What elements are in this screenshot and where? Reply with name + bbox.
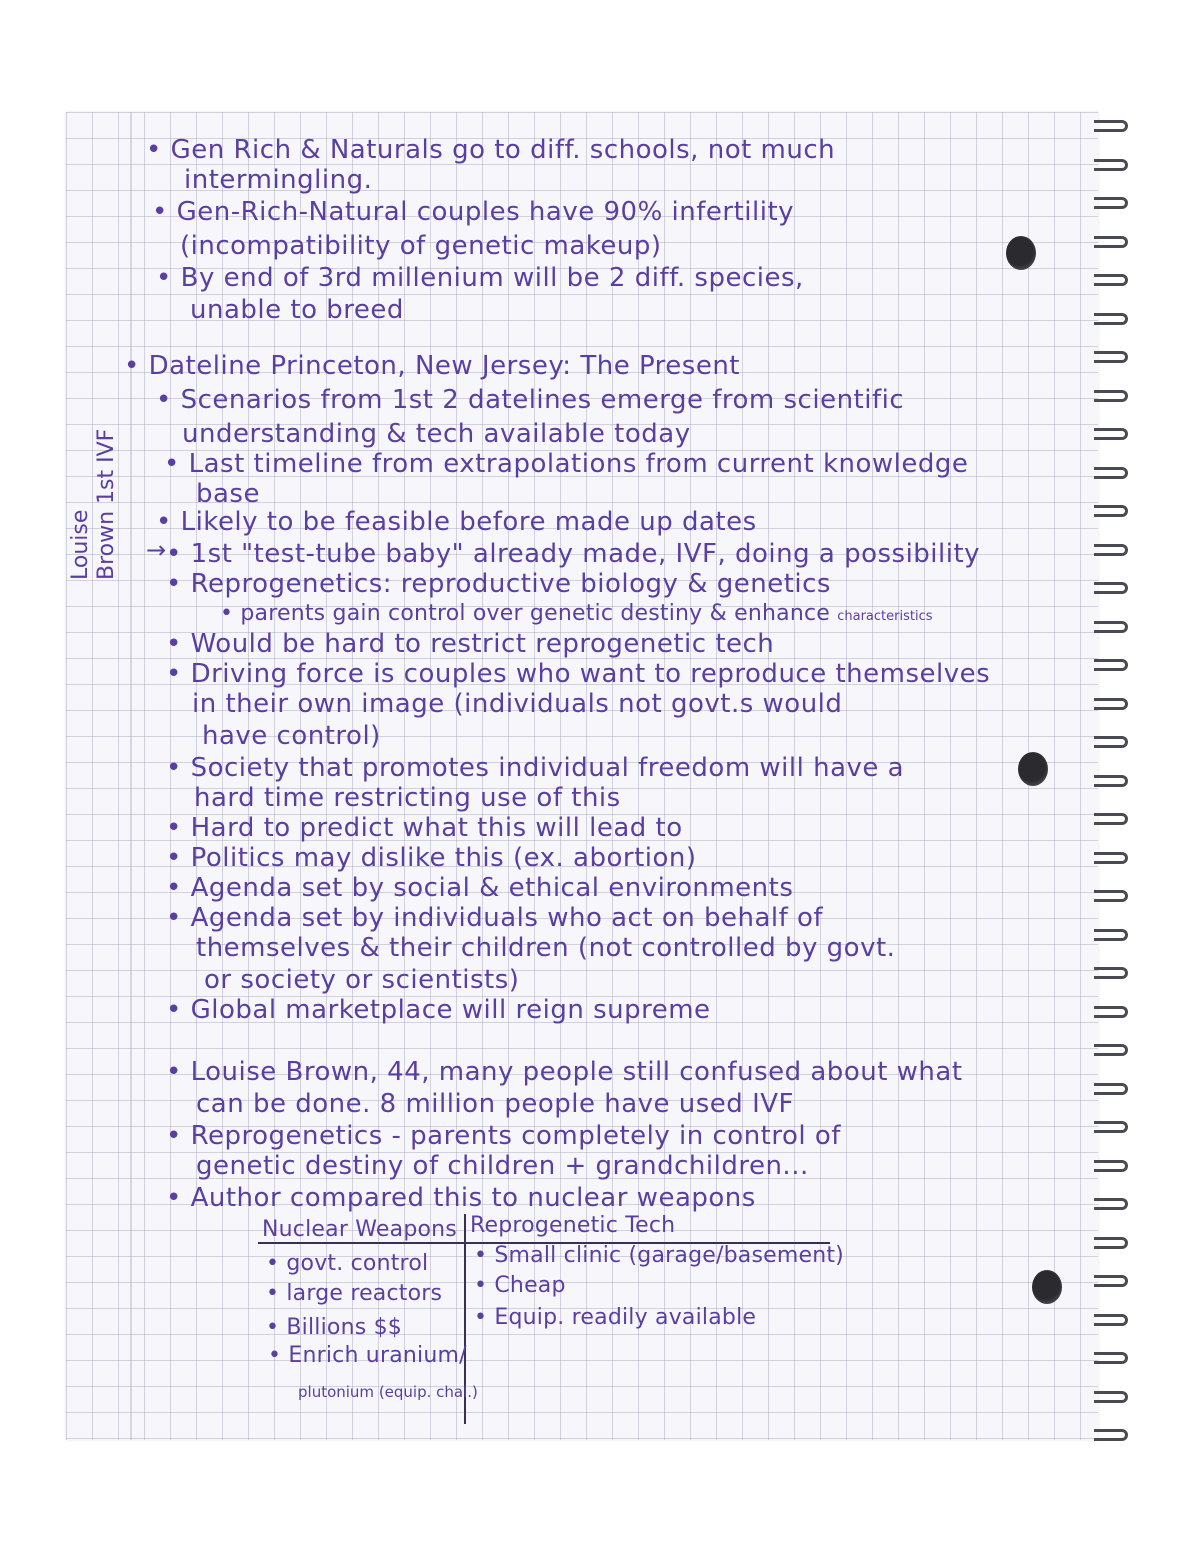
note-line: have control): [202, 721, 381, 751]
spiral-coil: [1094, 544, 1128, 556]
spiral-binding: [1094, 112, 1140, 1442]
spiral-coil: [1094, 1237, 1128, 1249]
spiral-coil: [1094, 1429, 1128, 1441]
note-line: • Politics may dislike this (ex. abortion): [166, 843, 697, 873]
spiral-coil: [1094, 1121, 1128, 1133]
note-line: base: [196, 479, 260, 509]
note-subline-text: • parents gain control over genetic destiny & enhance: [220, 601, 831, 626]
note-line: or society or scientists): [204, 965, 520, 995]
spiral-coil: [1094, 197, 1128, 209]
note-line: • Global marketplace will reign supreme: [166, 995, 711, 1025]
spiral-coil: [1094, 1044, 1128, 1056]
spiral-coil: [1094, 1352, 1128, 1364]
note-line: • Driving force is couples who want to reproduce themselves: [166, 659, 991, 689]
spiral-coil: [1094, 775, 1128, 787]
note-line: • Agenda set by social & ethical environments: [166, 873, 794, 903]
spiral-coil: [1094, 659, 1128, 671]
note-line: • By end of 3rd millenium will be 2 diff. species,: [156, 263, 804, 293]
spiral-coil: [1094, 120, 1128, 132]
spiral-coil: [1094, 428, 1128, 440]
note-line: • Agenda set by individuals who act on behalf of: [166, 903, 824, 933]
note-line: • Reprogenetics: reproductive biology & genetics: [166, 569, 831, 599]
table-cell: • Cheap: [474, 1273, 566, 1298]
spiral-coil: [1094, 390, 1128, 402]
spiral-coil: [1094, 159, 1128, 171]
spiral-coil: [1094, 1391, 1128, 1403]
note-line: • Scenarios from 1st 2 datelines emerge from scientific: [156, 385, 905, 415]
note-subline-tail: characteristics: [837, 609, 933, 624]
spiral-coil: [1094, 1083, 1128, 1095]
spiral-coil: [1094, 1006, 1128, 1018]
margin-note-line: Louise: [68, 509, 93, 580]
table-cell: • govt. control: [266, 1251, 429, 1276]
spiral-coil: [1094, 890, 1128, 902]
note-line: can be done. 8 million people have used IVF: [196, 1089, 794, 1119]
note-line: • Would be hard to restrict reprogenetic tech: [166, 629, 775, 659]
spiral-coil: [1094, 929, 1128, 941]
margin-note-line: Brown 1st IVF: [94, 428, 119, 580]
note-line: • Reprogenetics - parents completely in control of: [166, 1121, 841, 1151]
table-cell: • Small clinic (garage/basement): [474, 1243, 844, 1268]
note-line: intermingling.: [184, 165, 373, 195]
spiral-coil: [1094, 467, 1128, 479]
margin-note: [68, 429, 120, 580]
note-line: • Gen Rich & Naturals go to diff. schools, not much: [146, 135, 836, 165]
note-line: hard time restricting use of this: [194, 783, 621, 813]
note-line: themselves & their children (not controlled by govt.: [196, 933, 896, 963]
note-line: • Gen-Rich-Natural couples have 90% infertility: [152, 197, 795, 227]
note-heading: • Dateline Princeton, New Jersey: The Present: [124, 351, 741, 381]
note-line: understanding & tech available today: [182, 419, 691, 449]
note-subline: [220, 600, 933, 631]
table-cell: • Enrich uranium/: [268, 1343, 467, 1368]
arrow-icon: →: [146, 536, 167, 564]
spiral-coil: [1094, 1160, 1128, 1172]
note-line: • Likely to be feasible before made up dates: [156, 507, 757, 537]
spiral-coil: [1094, 813, 1128, 825]
punch-hole: [1032, 1270, 1062, 1304]
spiral-coil: [1094, 852, 1128, 864]
note-line: unable to breed: [190, 295, 404, 325]
spiral-coil: [1094, 621, 1128, 633]
table-cell: • Equip. readily available: [474, 1305, 757, 1330]
table-header-left: Nuclear Weapons: [262, 1217, 457, 1242]
note-line: • 1st "test-tube baby" already made, IVF, doing a possibility: [166, 539, 981, 569]
note-line: • Last timeline from extrapolations from current knowledge: [164, 449, 969, 479]
spiral-coil: [1094, 736, 1128, 748]
note-line: • Hard to predict what this will lead to: [166, 813, 683, 843]
note-line: • Author compared this to nuclear weapons: [166, 1183, 756, 1213]
note-line: (incompatibility of genetic makeup): [180, 231, 662, 261]
table-cell: plutonium (equip. chal.): [298, 1383, 478, 1401]
spiral-coil: [1094, 236, 1128, 248]
punch-hole: [1018, 752, 1048, 786]
punch-hole: [1006, 236, 1036, 270]
spiral-coil: [1094, 1198, 1128, 1210]
spiral-coil: [1094, 274, 1128, 286]
table-header-right: Reprogenetic Tech: [470, 1213, 676, 1238]
margin-line: [130, 112, 132, 1440]
spiral-coil: [1094, 505, 1128, 517]
spiral-coil: [1094, 698, 1128, 710]
note-line: in their own image (individuals not govt.s would: [192, 689, 843, 719]
note-line: genetic destiny of children + grandchildren...: [196, 1151, 809, 1181]
spiral-coil: [1094, 1314, 1128, 1326]
table-cell: • large reactors: [266, 1281, 443, 1306]
spiral-coil: [1094, 351, 1128, 363]
note-line: • Louise Brown, 44, many people still confused about what: [166, 1057, 963, 1087]
note-line: • Society that promotes individual freedom will have a: [166, 753, 905, 783]
table-cell: • Billions $$: [266, 1315, 402, 1340]
spiral-coil: [1094, 313, 1128, 325]
spiral-coil: [1094, 967, 1128, 979]
spiral-coil: [1094, 1275, 1128, 1287]
spiral-coil: [1094, 582, 1128, 594]
